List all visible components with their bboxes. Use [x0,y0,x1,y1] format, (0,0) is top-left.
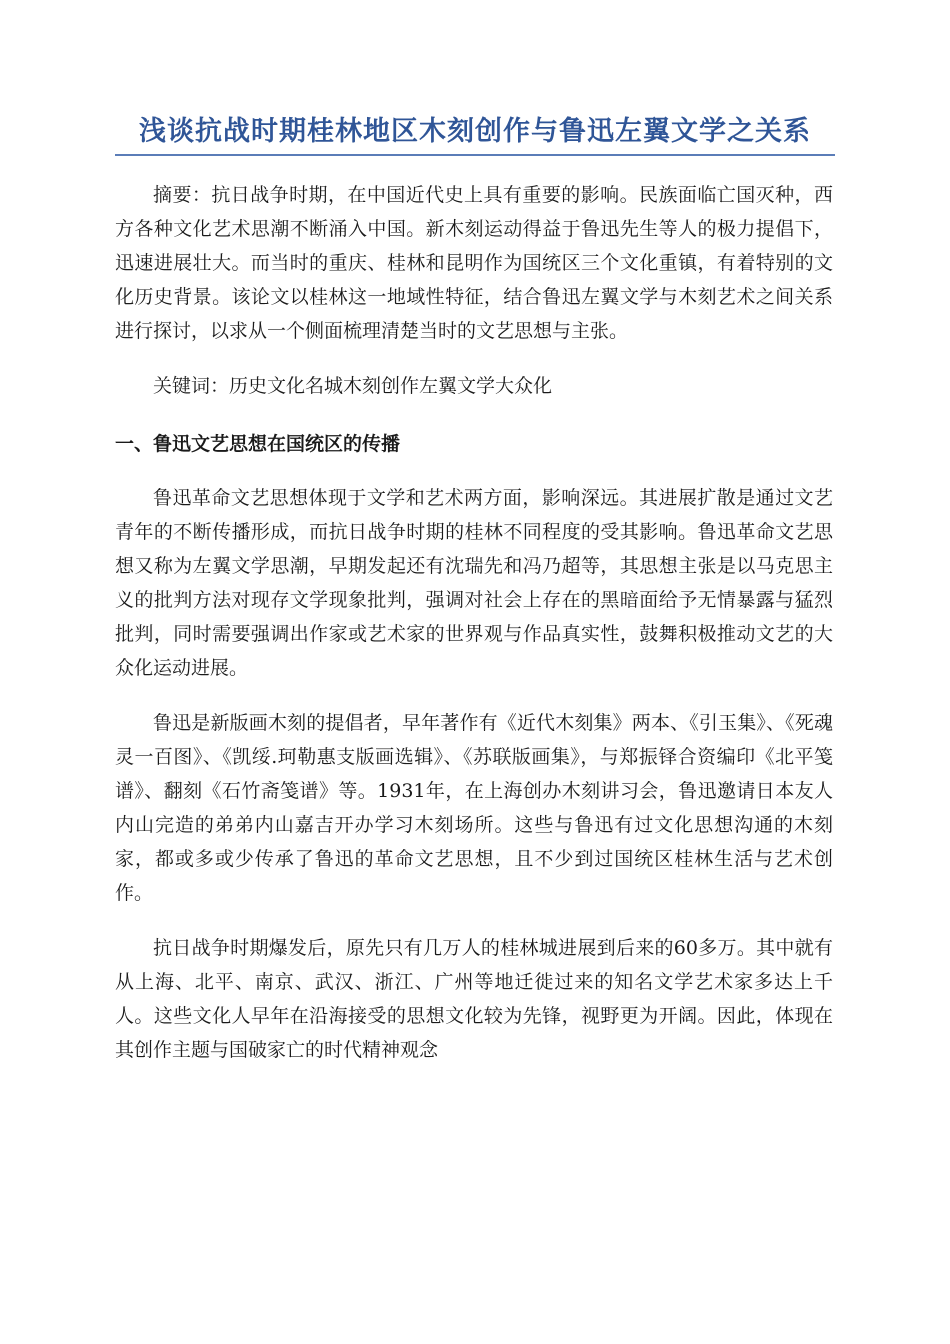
title-underline [115,154,835,156]
body-paragraph: 抗日战争时期爆发后，原先只有几万人的桂林城进展到后来的60多万。其中就有从上海、北平、南京、武汉、浙江、广州等地迁徙过来的知名文学艺术家多达上千人。这些文化人早年在沿海接受的思想文化较为先锋，视野更为开阔。因此，体现在其创作主题与国破家亡的时代精神观念 [115,937,833,1061]
document-body [115,178,833,1088]
body-paragraph: 鲁迅是新版画木刻的提倡者，早年著作有《近代木刻集》两本、《引玉集》、《死魂灵一百图》、《凯绥.珂勒惠支版画选辑》、《苏联版画集》，与郑振铎合资编印《北平笺谱》、翻刻《石竹斋笺谱》等。1931年，在上海创办木刻讲习会，鲁迅邀请日本友人内山完造的弟弟内山嘉吉开办学习木刻场所。这些与鲁迅有过文化思想沟通的木刻家，都或多或少传承了鲁迅的革命文艺思想，且不少到过国统区桂林生活与艺术创作。 [115,712,833,904]
abstract-paragraph: 摘要：抗日战争时期，在中国近代史上具有重要的影响。民族面临亡国灭种，西方各种文化艺术思潮不断涌入中国。新木刻运动得益于鲁迅先生等人的极力提倡下，迅速进展壮大。而当时的重庆、桂林和昆明作为国统区三个文化重镇，有着特别的文化历史背景。该论文以桂林这一地域性特征，结合鲁迅左翼文学与木刻艺术之间关系进行探讨，以求从一个侧面梳理清楚当时的文艺思想与主张。 [115,184,833,342]
keywords-line: 关键词：历史文化名城木刻创作左翼文学大众化 [153,375,553,397]
body-paragraph: 鲁迅革命文艺思想体现于文学和艺术两方面，影响深远。其进展扩散是通过文艺青年的不断传播形成，而抗日战争时期的桂林不同程度的受其影响。鲁迅革命文艺思想又称为左翼文学思潮，早期发起还有沈瑞先和冯乃超等，其思想主张是以马克思主义的批判方法对现存文学现象批判，强调对社会上存在的黑暗面给予无情暴露与猛烈批判，同时需要强调出作家或艺术家的世界观与作品真实性，鼓舞积极推动文艺的大众化运动进展。 [115,487,833,679]
section-heading: 一、鲁迅文艺思想在国统区的传播 [115,433,401,455]
title-block [115,112,835,156]
document-title: 浅谈抗战时期桂林地区木刻创作与鲁迅左翼文学之关系 [139,116,811,147]
